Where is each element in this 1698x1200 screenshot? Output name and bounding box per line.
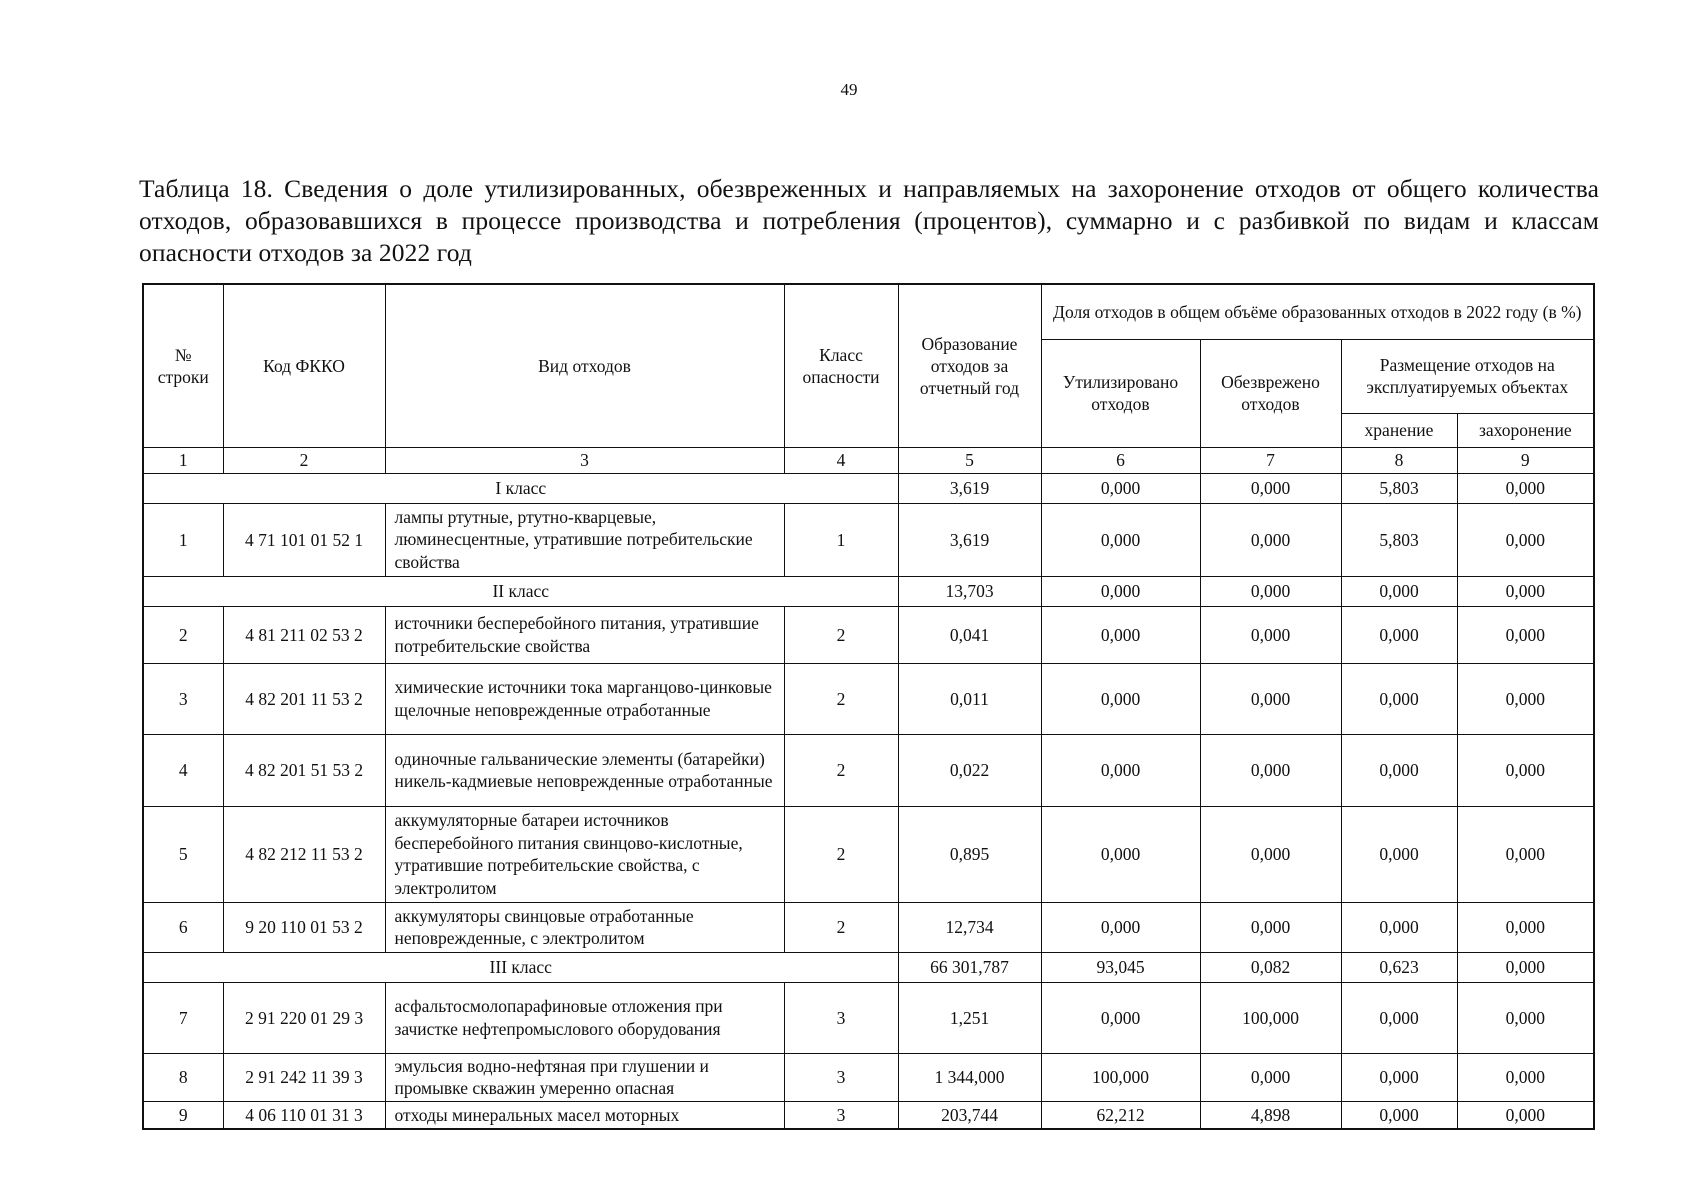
table-row	[143, 902, 1594, 952]
waste-name: лампы ртутные, ртутно-кварцевые, люминесцентные, утратившие потребительские свойства	[385, 503, 784, 576]
column-number: 2	[223, 447, 385, 473]
storage-cell: 0,000	[1341, 982, 1457, 1053]
hazard-class: 3	[784, 1053, 898, 1101]
utilized-cell: 0,000	[1041, 982, 1200, 1053]
column-number: 7	[1200, 447, 1341, 473]
generated-cell: 0,022	[898, 734, 1041, 806]
waste-name: асфальтосмолопарафиновые отложения при зачистке нефтепромыслового оборудования	[385, 982, 784, 1053]
hazard-class: 3	[784, 982, 898, 1053]
neutralized-cell: 0,000	[1200, 503, 1341, 576]
row-number: 6	[143, 902, 223, 952]
table-row	[143, 1053, 1594, 1101]
neutralized-cell: 0,000	[1200, 576, 1341, 606]
fkko-code: 4 06 110 01 31 3	[223, 1101, 385, 1129]
row-number: 1	[143, 503, 223, 576]
row-number: 7	[143, 982, 223, 1053]
storage-cell: 5,803	[1341, 503, 1457, 576]
utilized-cell: 0,000	[1041, 806, 1200, 902]
burial-cell: 0,000	[1457, 606, 1594, 663]
neutralized-cell: 0,000	[1200, 473, 1341, 503]
class-label: II класс	[143, 576, 898, 606]
class-label: I класс	[143, 473, 898, 503]
fkko-code: 4 82 201 11 53 2	[223, 663, 385, 734]
utilized-cell: 0,000	[1041, 606, 1200, 663]
storage-cell: 0,000	[1341, 734, 1457, 806]
fkko-code: 4 71 101 01 52 1	[223, 503, 385, 576]
neutralized-cell: 0,000	[1200, 663, 1341, 734]
table-row	[143, 982, 1594, 1053]
utilized-cell: 0,000	[1041, 663, 1200, 734]
column-number-row	[143, 447, 1594, 473]
table-caption: Таблица 18. Сведения о доле утилизированных, обезвреженных и направляемых на захоронение отходов от общего количества отходов, образовавшихся в процессе производства и потребления (процентов), суммарно и с разбивкой по видам и классам опасности отходов за 2022 год	[139, 174, 1599, 267]
page-number: 49	[840, 80, 858, 99]
header-fkko-code: Код ФККО	[223, 284, 385, 447]
generated-cell: 66 301,787	[898, 952, 1041, 982]
waste-name: источники бесперебойного питания, утратившие потребительские свойства	[385, 606, 784, 663]
row-number: 8	[143, 1053, 223, 1101]
generated-cell: 0,011	[898, 663, 1041, 734]
storage-cell: 0,000	[1341, 663, 1457, 734]
header-share: Доля отходов в общем объёме образованных отходов в 2022 году (в %)	[1041, 284, 1594, 339]
table-row	[143, 503, 1594, 576]
neutralized-cell: 0,000	[1200, 1053, 1341, 1101]
row-number: 4	[143, 734, 223, 806]
utilized-cell: 100,000	[1041, 1053, 1200, 1101]
burial-cell: 0,000	[1457, 503, 1594, 576]
storage-cell: 0,000	[1341, 606, 1457, 663]
utilized-cell: 0,000	[1041, 734, 1200, 806]
waste-table	[142, 283, 1595, 1130]
waste-name: одиночные гальванические элементы (батарейки) никель-кадмиевые неповрежденные отработанные	[385, 734, 784, 806]
fkko-code: 4 81 211 02 53 2	[223, 606, 385, 663]
fkko-code: 9 20 110 01 53 2	[223, 902, 385, 952]
storage-cell: 0,000	[1341, 1101, 1457, 1129]
generated-cell: 1,251	[898, 982, 1041, 1053]
header-hazard-class: Класс опасности	[784, 284, 898, 447]
storage-cell: 0,000	[1341, 576, 1457, 606]
waste-name: аккумуляторные батареи источников бесперебойного питания свинцово-кислотные, утратившие потребительские свойства, с электролитом	[385, 806, 784, 902]
header-row-no: № строки	[143, 284, 223, 447]
utilized-cell: 0,000	[1041, 473, 1200, 503]
hazard-class: 2	[784, 663, 898, 734]
class-label: III класс	[143, 952, 898, 982]
hazard-class: 1	[784, 503, 898, 576]
row-number: 2	[143, 606, 223, 663]
header-neutralized: Обезврежено отходов	[1200, 339, 1341, 447]
utilized-cell: 0,000	[1041, 902, 1200, 952]
generated-cell: 3,619	[898, 503, 1041, 576]
table-row	[143, 1101, 1594, 1129]
burial-cell: 0,000	[1457, 982, 1594, 1053]
generated-cell: 13,703	[898, 576, 1041, 606]
header-storage: хранение	[1341, 413, 1457, 447]
hazard-class: 2	[784, 902, 898, 952]
column-number: 4	[784, 447, 898, 473]
header-placement: Размещение отходов на эксплуатируемых объектах	[1341, 339, 1594, 413]
waste-name: химические источники тока марганцово-цинковые щелочные неповрежденные отработанные	[385, 663, 784, 734]
neutralized-cell: 4,898	[1200, 1101, 1341, 1129]
waste-name: аккумуляторы свинцовые отработанные неповрежденные, с электролитом	[385, 902, 784, 952]
class-summary-row	[143, 576, 1594, 606]
utilized-cell: 62,212	[1041, 1101, 1200, 1129]
header-generated: Образование отходов за отчетный год	[898, 284, 1041, 447]
hazard-class: 2	[784, 806, 898, 902]
column-number: 5	[898, 447, 1041, 473]
neutralized-cell: 100,000	[1200, 982, 1341, 1053]
burial-cell: 0,000	[1457, 902, 1594, 952]
row-number: 3	[143, 663, 223, 734]
header-utilized: Утилизировано отходов	[1041, 339, 1200, 447]
column-number: 1	[143, 447, 223, 473]
hazard-class: 2	[784, 606, 898, 663]
table-row	[143, 663, 1594, 734]
neutralized-cell: 0,000	[1200, 806, 1341, 902]
waste-name: эмульсия водно-нефтяная при глушении и промывке скважин умеренно опасная	[385, 1053, 784, 1101]
generated-cell: 203,744	[898, 1101, 1041, 1129]
neutralized-cell: 0,000	[1200, 902, 1341, 952]
hazard-class: 3	[784, 1101, 898, 1129]
utilized-cell: 0,000	[1041, 576, 1200, 606]
table-row	[143, 606, 1594, 663]
generated-cell: 3,619	[898, 473, 1041, 503]
waste-name: отходы минеральных масел моторных	[385, 1101, 784, 1129]
burial-cell: 0,000	[1457, 576, 1594, 606]
burial-cell: 0,000	[1457, 806, 1594, 902]
generated-cell: 1 344,000	[898, 1053, 1041, 1101]
burial-cell: 0,000	[1457, 1053, 1594, 1101]
fkko-code: 2 91 220 01 29 3	[223, 982, 385, 1053]
fkko-code: 4 82 212 11 53 2	[223, 806, 385, 902]
class-summary-row	[143, 952, 1594, 982]
storage-cell: 0,000	[1341, 902, 1457, 952]
burial-cell: 0,000	[1457, 734, 1594, 806]
header-burial: захоронение	[1457, 413, 1594, 447]
row-number: 5	[143, 806, 223, 902]
utilized-cell: 0,000	[1041, 503, 1200, 576]
table-row	[143, 806, 1594, 902]
fkko-code: 2 91 242 11 39 3	[223, 1053, 385, 1101]
column-number: 3	[385, 447, 784, 473]
generated-cell: 0,041	[898, 606, 1041, 663]
fkko-code: 4 82 201 51 53 2	[223, 734, 385, 806]
generated-cell: 0,895	[898, 806, 1041, 902]
class-summary-row	[143, 473, 1594, 503]
burial-cell: 0,000	[1457, 473, 1594, 503]
hazard-class: 2	[784, 734, 898, 806]
burial-cell: 0,000	[1457, 1101, 1594, 1129]
storage-cell: 0,000	[1341, 1053, 1457, 1101]
column-number: 9	[1457, 447, 1594, 473]
neutralized-cell: 0,000	[1200, 734, 1341, 806]
header-waste-type: Вид отходов	[385, 284, 784, 447]
utilized-cell: 93,045	[1041, 952, 1200, 982]
neutralized-cell: 0,000	[1200, 606, 1341, 663]
storage-cell: 0,000	[1341, 806, 1457, 902]
burial-cell: 0,000	[1457, 952, 1594, 982]
storage-cell: 5,803	[1341, 473, 1457, 503]
column-number: 8	[1341, 447, 1457, 473]
neutralized-cell: 0,082	[1200, 952, 1341, 982]
burial-cell: 0,000	[1457, 663, 1594, 734]
generated-cell: 12,734	[898, 902, 1041, 952]
row-number: 9	[143, 1101, 223, 1129]
storage-cell: 0,623	[1341, 952, 1457, 982]
table-row	[143, 734, 1594, 806]
column-number: 6	[1041, 447, 1200, 473]
